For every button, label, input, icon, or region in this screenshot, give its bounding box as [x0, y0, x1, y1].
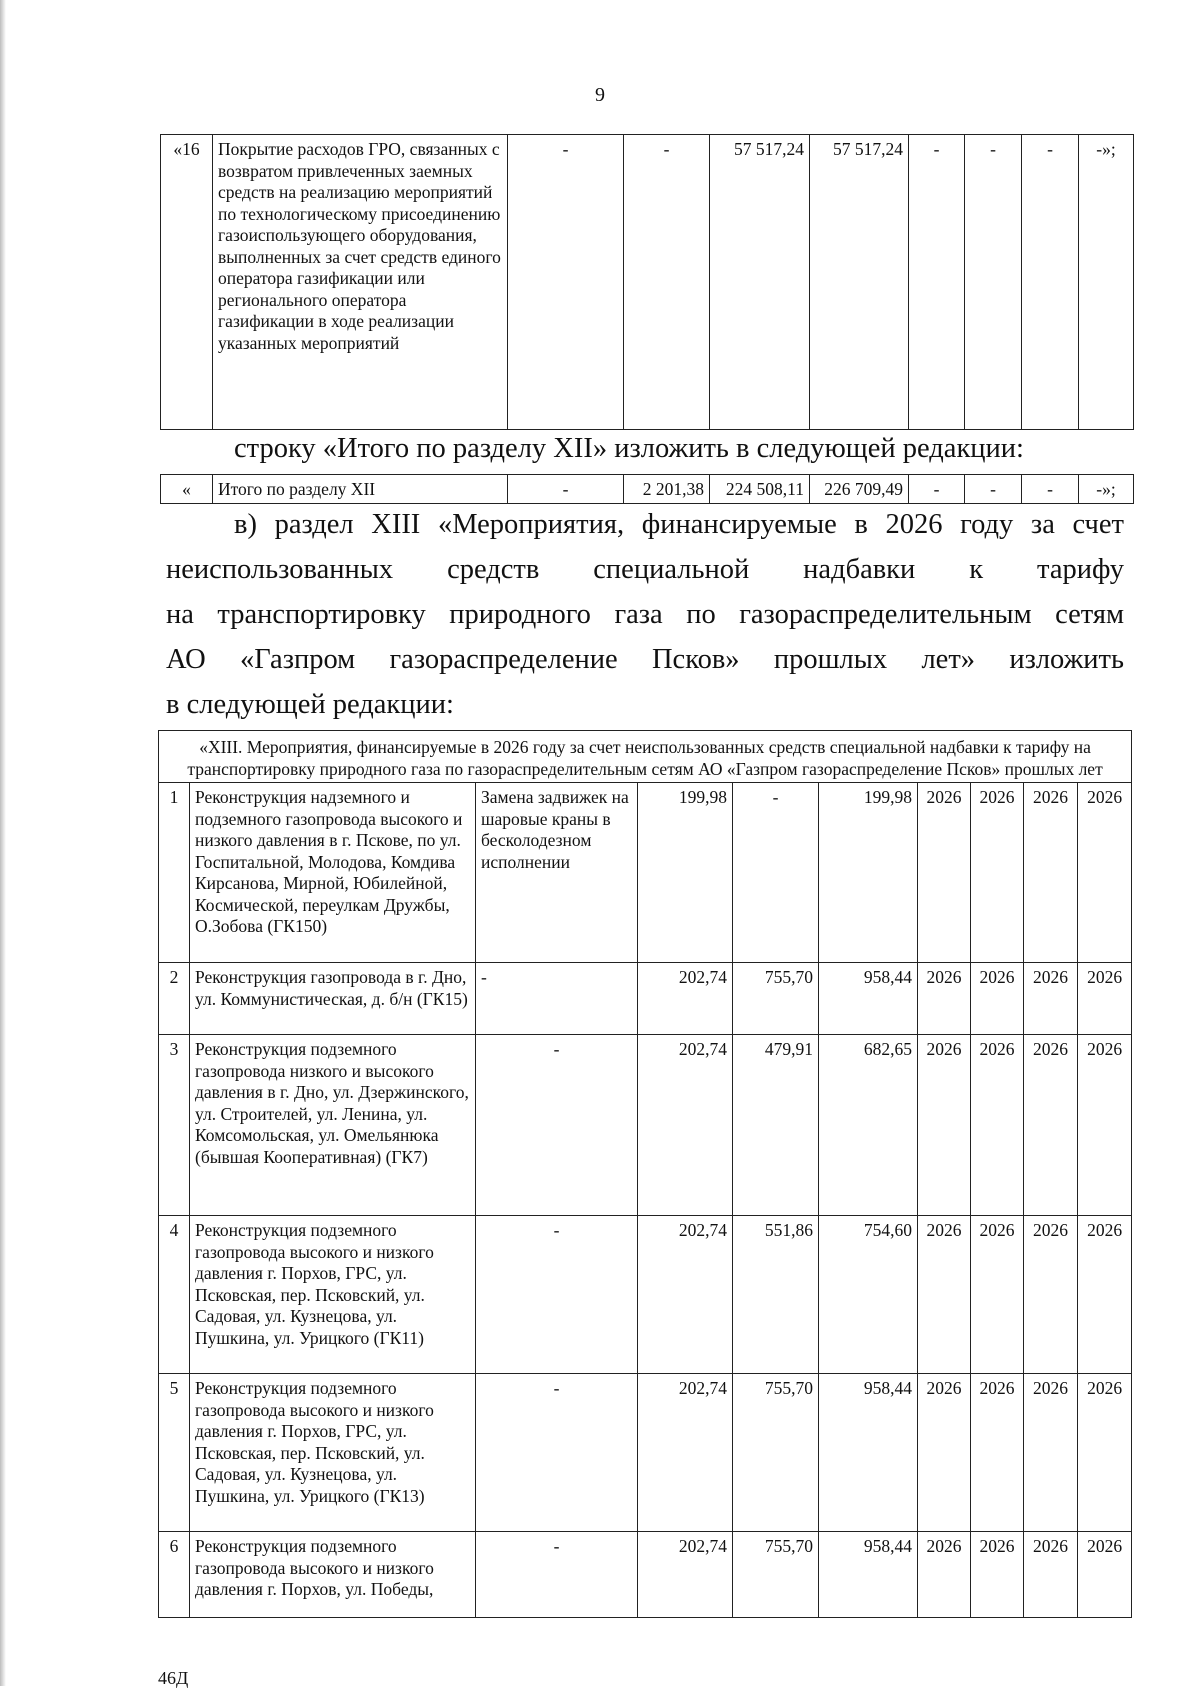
row-name: Реконструкция подземного газопровода высокого и низкого давления г. Порхов, ГРС, ул. Псковская, пер. Псковский, ул. Садовая, ул. Кузнецова, ул. Пушкина, ул. Урицкого (ГК11) — [190, 1216, 476, 1374]
cell-value: - — [965, 475, 1022, 504]
row-description: - — [476, 963, 638, 1035]
cell-year: 2026 — [918, 1374, 971, 1532]
row-description: - — [476, 1216, 638, 1374]
cell-value: 958,44 — [819, 963, 918, 1035]
row-name: Реконструкция подземного газопровода низкого и высокого давления в г. Дно, ул. Дзержинского, ул. Строителей, ул. Ленина, ул. Комсомольская, ул. Омельянюка (бывшая Кооперативная) (ГК7) — [190, 1035, 476, 1216]
table-row — [159, 1374, 1132, 1532]
cell-value: 551,86 — [733, 1216, 819, 1374]
cell-value: 2 201,38 — [624, 475, 710, 504]
cell-year: 2026 — [1078, 783, 1132, 963]
cell-value: - — [624, 135, 710, 430]
instruction-line — [234, 426, 1024, 471]
row-name: Реконструкция надземного и подземного газопровода высокого и низкого давления в г. Пскове, по ул. Госпитальной, Молодова, Комдива Кирсанова, Мирной, Юбилейной, Космической, переулкам Дружбы, О.Зобова (ГК150) — [190, 783, 476, 963]
table-row — [159, 1035, 1132, 1216]
cell-year: 2026 — [918, 1035, 971, 1216]
cell-year: 2026 — [1078, 1532, 1132, 1618]
cell-value: 57 517,24 — [710, 135, 810, 430]
cell-value: 202,74 — [638, 1532, 733, 1618]
table-section-xiii — [158, 730, 1132, 1618]
row-description: - — [476, 1532, 638, 1618]
cell-value: 755,70 — [733, 1532, 819, 1618]
cell-year: 2026 — [1078, 1374, 1132, 1532]
cell-value: -»; — [1079, 475, 1134, 504]
cell-year: 2026 — [971, 1216, 1024, 1374]
table-total-section-xii — [160, 474, 1134, 504]
cell-value: 226 709,49 — [810, 475, 909, 504]
cell-value: 202,74 — [638, 1216, 733, 1374]
cell-value: 755,70 — [733, 963, 819, 1035]
paragraph-line: неиспользованных средств специальной надбавки к тарифу — [166, 554, 1124, 585]
row-number: 5 — [159, 1374, 190, 1532]
cell-value: 682,65 — [819, 1035, 918, 1216]
cell-value: - — [909, 135, 965, 430]
cell-year: 2026 — [971, 1374, 1024, 1532]
cell-value: - — [909, 475, 965, 504]
table-row — [159, 1216, 1132, 1374]
cell-value: 755,70 — [733, 1374, 819, 1532]
row-number: 4 — [159, 1216, 190, 1374]
row-description: Замена задвижек на шаровые краны в бесколодезном исполнении — [476, 783, 638, 963]
section-header: «XIII. Мероприятия, финансируемые в 2026 году за счет неиспользованных средств специальной надбавки к тарифу на транспортировку природного газа по газораспределительным сетям АО «Газпром газораспределение Псков» прошлых лет — [159, 731, 1132, 783]
cell-year: 2026 — [1024, 1374, 1078, 1532]
row-name: Реконструкция подземного газопровода высокого и низкого давления г. Порхов, ул. Победы, — [190, 1532, 476, 1618]
cell-year: 2026 — [1024, 783, 1078, 963]
cell-value: 199,98 — [638, 783, 733, 963]
row-number: 6 — [159, 1532, 190, 1618]
paragraph-line: на транспортировку природного газа по газораспределительным сетям — [166, 599, 1124, 630]
cell-value: 754,60 — [819, 1216, 918, 1374]
footer-code: 46Д — [158, 1668, 189, 1688]
cell-value: 199,98 — [819, 783, 918, 963]
cell-value: 479,91 — [733, 1035, 819, 1216]
row-number: « — [161, 475, 213, 504]
table-row — [159, 783, 1132, 963]
cell-year: 2026 — [1024, 963, 1078, 1035]
cell-year: 2026 — [1024, 1216, 1078, 1374]
row-description: - — [476, 1374, 638, 1532]
cell-year: 2026 — [1078, 963, 1132, 1035]
table-header-row — [159, 731, 1132, 783]
cell-value: 958,44 — [819, 1532, 918, 1618]
table-row — [161, 135, 1134, 430]
row-number: «16 — [161, 135, 213, 430]
cell-year: 2026 — [918, 1216, 971, 1374]
table-row — [159, 963, 1132, 1035]
cell-value: - — [965, 135, 1022, 430]
cell-value: -»; — [1079, 135, 1134, 430]
cell-value: 202,74 — [638, 963, 733, 1035]
section-paragraph — [166, 502, 1124, 727]
table-row — [159, 1532, 1132, 1618]
cell-value: - — [1022, 135, 1079, 430]
row-name: Реконструкция подземного газопровода высокого и низкого давления г. Порхов, ГРС, ул. Псковская, пер. Псковский, ул. Садовая, ул. Кузнецова, ул. Пушкина, ул. Урицкого (ГК13) — [190, 1374, 476, 1532]
table-row — [161, 475, 1134, 504]
cell-year: 2026 — [1078, 1035, 1132, 1216]
row-description: - — [476, 1035, 638, 1216]
cell-value: - — [1022, 475, 1079, 504]
cell-value: - — [508, 135, 624, 430]
cell-year: 2026 — [971, 963, 1024, 1035]
cell-value: - — [733, 783, 819, 963]
cell-value: 202,74 — [638, 1374, 733, 1532]
cell-value: 958,44 — [819, 1374, 918, 1532]
cell-year: 2026 — [1078, 1216, 1132, 1374]
scan-edge — [0, 0, 6, 1686]
cell-value: 202,74 — [638, 1035, 733, 1216]
cell-value: 224 508,11 — [710, 475, 810, 504]
row-number: 2 — [159, 963, 190, 1035]
instruction-text: строку «Итого по разделу XII» изложить в следующей редакции: — [234, 433, 1024, 464]
cell-year: 2026 — [918, 1532, 971, 1618]
cell-year: 2026 — [1024, 1035, 1078, 1216]
row-name: Реконструкция газопровода в г. Дно, ул. Коммунистическая, д. б/н (ГК15) — [190, 963, 476, 1035]
cell-year: 2026 — [971, 1532, 1024, 1618]
row-number: 1 — [159, 783, 190, 963]
table-section-xii-row16 — [160, 134, 1134, 430]
cell-year: 2026 — [1024, 1532, 1078, 1618]
paragraph-line: в следующей редакции: — [166, 689, 454, 720]
cell-year: 2026 — [971, 783, 1024, 963]
cell-year: 2026 — [918, 783, 971, 963]
row-name: Итого по разделу XII — [213, 475, 508, 504]
paragraph-line: АО «Газпром газораспределение Псков» прошлых лет» изложить — [166, 644, 1124, 675]
row-number: 3 — [159, 1035, 190, 1216]
cell-year: 2026 — [971, 1035, 1024, 1216]
cell-value: 57 517,24 — [810, 135, 909, 430]
page-number: 9 — [595, 84, 605, 106]
row-name: Покрытие расходов ГРО, связанных с возвратом привлеченных заемных средств на реализацию мероприятий по технологическому присоединению газоиспользующего оборудования, выполненных за счет средств единого оператора газификации или регионального оператора газификации в ходе реализации указанных мероприятий — [213, 135, 508, 430]
cell-year: 2026 — [918, 963, 971, 1035]
paragraph-line: в) раздел XIII «Мероприятия, финансируемые в 2026 году за счет — [234, 509, 1124, 540]
cell-value: - — [508, 475, 624, 504]
